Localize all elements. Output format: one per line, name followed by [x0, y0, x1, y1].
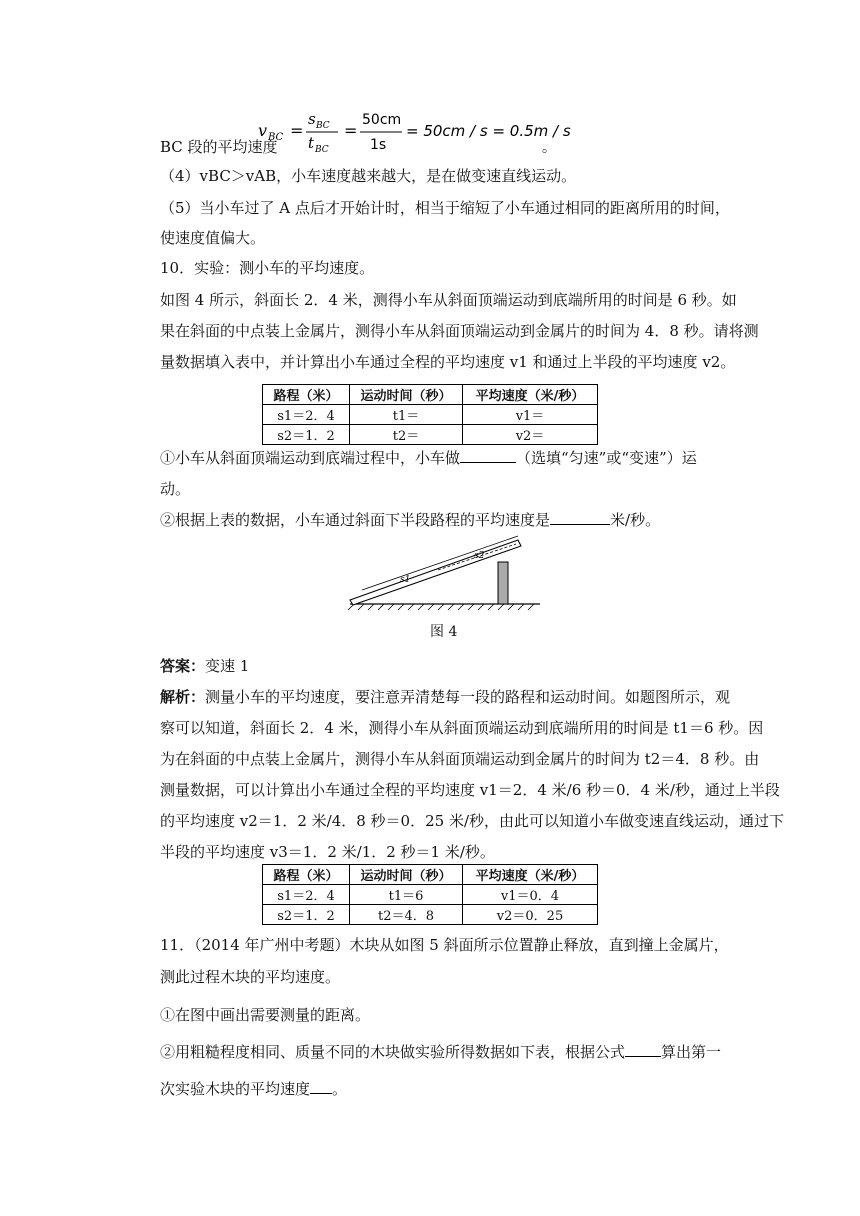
table-cell: v2＝ [463, 425, 598, 445]
table-header: 路程（米） [263, 385, 350, 405]
question-10-line-2: 果在斜面的中点装上金属片，测得小车从斜面顶端运动到金属片的时间为 4．8 秒。请将测 [160, 322, 759, 340]
question-10-line-1: 如图 4 所示，斜面长 2．4 米，测得小车从斜面顶端运动到底端所用的时间是 6 秒。如 [160, 291, 737, 309]
formula-den1-sub: BC [315, 145, 329, 154]
question-11-line-2: 测此过程木块的平均速度。 [160, 968, 341, 986]
metal-stand [498, 562, 508, 604]
explanation-line-3: 为在斜面的中点装上金属片，测得小车从斜面顶端运动到金属片的时间为 t2＝4．8 秒。由 [160, 750, 760, 768]
table-cell: t1＝6 [350, 885, 463, 905]
answer-label: 答案： [160, 657, 206, 675]
table-cell: v1＝ [463, 405, 598, 425]
paragraph-4: （4）vBC＞vAB，小车速度越来越大，是在做变速直线运动。 [160, 167, 577, 185]
question-11-part-1: ①在图中画出需要测量的距离。 [160, 1006, 371, 1024]
question-11-part-2: ②用粗糙程度相同、质量不同的木块做实验所得数据如下表，根据公式 算出第一 [160, 1043, 722, 1061]
explanation-line-2: 察可以知道，斜面长 2．4 米，测得小车从斜面顶端运动到底端所用的时间是 t1＝6 秒。因 [160, 719, 764, 737]
formula-lhs-sub: BC [268, 132, 284, 143]
explanation-line-6: 半段的平均速度 v3＝1．2 米/1．2 秒＝1 米/秒。 [160, 843, 495, 861]
question-10-part-1: ①小车从斜面顶端运动到底端过程中，小车做 （选填“匀速”或“变速”）运 [160, 449, 697, 467]
formula-rest: = 50cm / s = 0.5m / s [406, 122, 571, 140]
question-10-line-3: 量数据填入表中，并计算出小车通过全程的平均速度 v1 和通过上半段的平均速度 v2。 [160, 353, 736, 371]
question-10-part-1-cont: 动。 [160, 480, 191, 498]
label-s2: s2 [474, 551, 485, 561]
explanation-label: 解析： [160, 688, 206, 706]
data-table-blank [262, 384, 598, 445]
table-header: 平均速度（米/秒） [463, 385, 598, 405]
formula-den1: t [308, 134, 315, 152]
answer-blank-formula[interactable] [625, 1056, 661, 1057]
table-cell: s2＝1．2 [263, 425, 350, 445]
svg-text:=: = [344, 121, 358, 140]
question-11-line-1: 11．（2014 年广州中考题）木块从如图 5 斜面所示位置静止释放，直到撞上金属片， [160, 936, 729, 954]
table-header: 运动时间（秒） [350, 385, 463, 405]
answer-blank-velocity[interactable] [310, 1093, 332, 1094]
answer-text: 变速 1 [205, 657, 250, 675]
table-cell: v1＝0．4 [463, 885, 598, 905]
formula-num1: s [308, 110, 316, 128]
table-cell: s2＝1．2 [263, 905, 350, 925]
table-cell: s1＝2．4 [263, 405, 350, 425]
paragraph-5a: （5）当小车过了 A 点后才开始计时，相当于缩短了小车通过相同的距离所用的时间， [160, 199, 730, 217]
data-table-answer [262, 864, 598, 925]
table-cell: s1＝2．4 [263, 885, 350, 905]
question-10-title: 10．实验：测小车的平均速度。 [160, 259, 375, 277]
formula-den2: 1s [370, 137, 387, 153]
answer-blank-2[interactable] [550, 524, 610, 525]
table-row [263, 405, 598, 425]
explanation-line-5: 的平均速度 v2＝1．2 米/4．8 秒＝0．25 米/秒，由此可以知道小车做变速直线运动，通过下 [160, 812, 785, 830]
explanation-line-1: 解析：测量小车的平均速度，要注意弄清楚每一段的路程和运动时间。如题图所示，观 [160, 688, 731, 706]
table-row [263, 905, 598, 925]
formula-lhs: v [258, 121, 268, 140]
table-header: 运动时间（秒） [350, 865, 463, 885]
incline-figure [340, 532, 540, 612]
formula-num2: 50cm [362, 112, 402, 128]
figure-caption: 图 4 [430, 624, 458, 640]
bc-label: BC 段的平均速度 [160, 138, 278, 156]
s1-arrow [362, 536, 518, 590]
question-11-part-2-cont: 次实验木块的平均速度 。 [160, 1080, 348, 1098]
formula-num1-sub: BC [316, 121, 330, 131]
table-header: 路程（米） [263, 865, 350, 885]
table-cell: v2＝0．25 [463, 905, 598, 925]
answer-line [160, 651, 740, 681]
explanation-line-4: 测量数据，可以计算出小车通过全程的平均速度 v1＝2．4 米/6 秒＝0．4 米/秒，通过上半段 [160, 781, 780, 799]
answer-blank-1[interactable] [460, 462, 516, 463]
table-header: 平均速度（米/秒） [463, 865, 598, 885]
label-s1: s1 [400, 575, 411, 585]
question-10-part-2: ②根据上表的数据，小车通过斜面下半段路程的平均速度是 米/秒。 [160, 511, 661, 529]
table-cell: t2＝ [350, 425, 463, 445]
table-cell: t1＝ [350, 405, 463, 425]
table-row [263, 425, 598, 445]
formula-period: 。 [542, 140, 556, 154]
paragraph-5b: 使速度值偏大。 [160, 229, 266, 247]
table-row [263, 885, 598, 905]
table-cell: t2＝4．8 [350, 905, 463, 925]
svg-text:=: = [290, 121, 304, 140]
